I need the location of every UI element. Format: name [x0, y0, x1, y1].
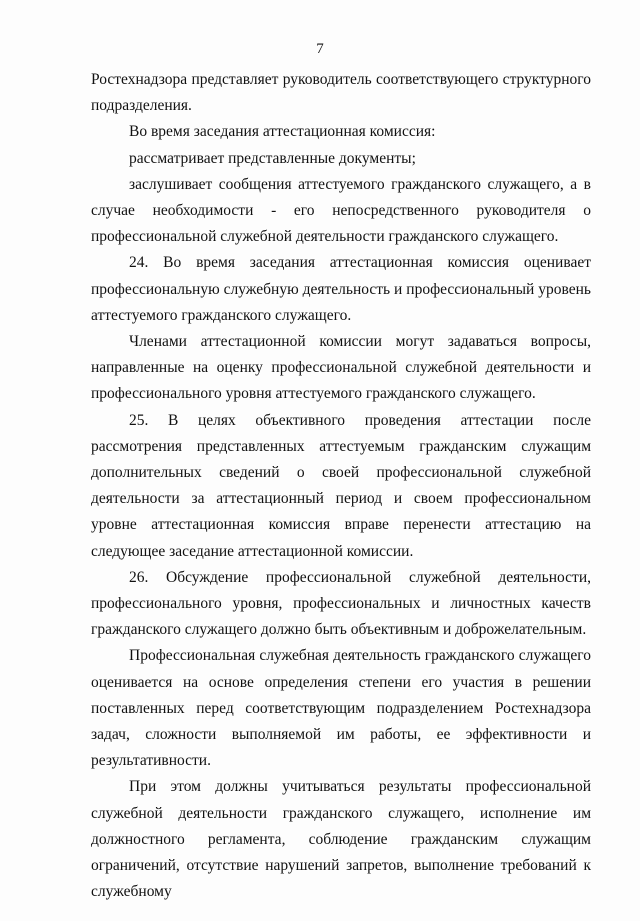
paragraph-considered-results: При этом должны учитываться результаты профессиональной служебной деятельности гражданского служащего, исполнение им должностного регламента, соблюдение гражданским служащим ограничений, отсутствие нарушений запретов, выполнение требований к служебному [91, 778, 591, 901]
paragraph-continuation: Ростехнадзора представляет руководитель соответствующего структурного подразделения. [91, 71, 591, 115]
page-number: 7 [316, 41, 324, 57]
paragraph-reviews-documents: рассматривает представленные документы; [129, 149, 416, 167]
paragraph-item-25: 25. В целях объективного проведения аттестации после рассмотрения представленных аттестуемым гражданским служащим дополнительных сведений о своей профессиональной служебной деятельности за аттестационный период и своем профессиональном уровне аттестационная комиссия вправе перенести аттестацию на следующее заседание аттестационной комиссии. [91, 411, 591, 560]
paragraph-item-24: 24. Во время заседания аттестационная комиссия оценивает профессиональную служебную деятельность и профессиональный уровень аттестуемого гражданского служащего. [91, 254, 591, 324]
paragraph-item-26: 26. Обсуждение профессиональной служебной деятельности, профессионального уровня, профессиональных и личностных качеств гражданского служащего должно быть объективным и доброжелательным. [91, 568, 591, 639]
paragraph-activity-assessment: Профессиональная служебная деятельность гражданского служащего оценивается на основе определения степени его участия в решении поставленных перед соответствующим подразделением Ростехнадзора задач, сложности выполняемой им работы, ее эффективности и результативности. [91, 647, 591, 770]
paragraph-members-questions: Членами аттестационной комиссии могут задаваться вопросы, направленные на оценку профессиональной служебной деятельности и профессионального уровня аттестуемого гражданского служащего. [91, 333, 591, 403]
paragraph-hears-reports: заслушивает сообщения аттестуемого гражданского служащего, а в случае необходимости - его непосредственного руководителя о профессиональной служебной деятельности гражданского служащего. [91, 175, 591, 246]
paragraph-commission-intro: Во время заседания аттестационная комиссия: [129, 123, 436, 141]
document-body [91, 67, 591, 906]
